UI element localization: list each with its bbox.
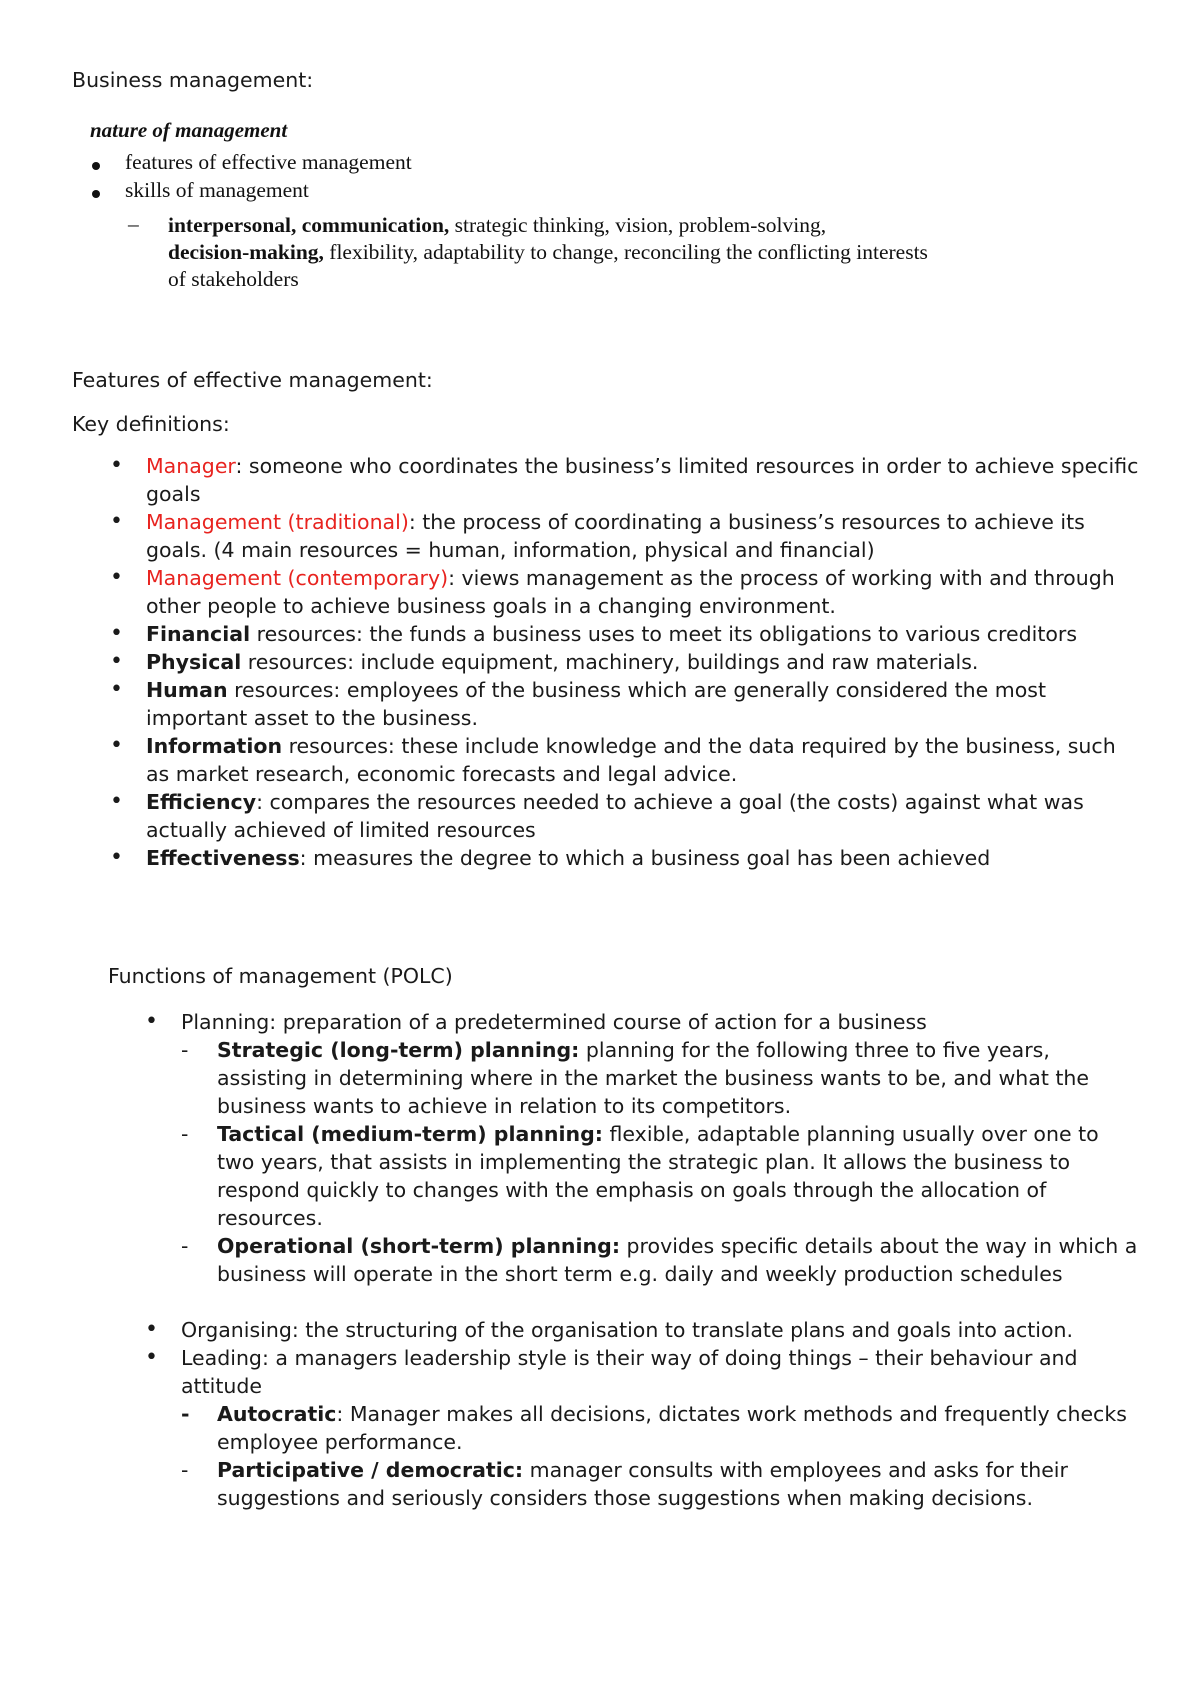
leading-sublist [181, 1400, 1140, 1512]
definition-term: Management (traditional) [146, 510, 409, 534]
skills-bold: decision-making, [168, 240, 324, 264]
definition-term: Information [146, 734, 283, 758]
definition-text: : someone who coordinates the business’s limited resources in order to achieve specific goals [146, 454, 1139, 506]
definition-item [110, 452, 1140, 508]
definition-item [110, 620, 1140, 648]
sub-text: manager consults with employees and asks for their suggestions and seriously considers those suggestions when making decisions. [217, 1458, 1068, 1510]
sub-text: provides specific details about the way in which a business will operate in the short term e.g. daily and weekly production schedules [217, 1234, 1138, 1286]
function-text: Organising: the structuring of the organisation to translate plans and goals into action. [181, 1318, 1074, 1342]
definition-term: Physical [146, 650, 242, 674]
planning-sub-item [181, 1120, 1140, 1232]
leading-sub-item [181, 1456, 1140, 1512]
functions-list [145, 1008, 1140, 1512]
definition-term: Financial [146, 622, 251, 646]
scan-title: nature of management [90, 118, 288, 142]
definition-text: resources: these include knowledge and the data required by the business, such as market research, economic forecasts and legal advice. [146, 734, 1116, 786]
function-item-planning [145, 1008, 1140, 1288]
functions-heading: Functions of management (POLC) [108, 964, 453, 988]
planning-sublist [181, 1036, 1140, 1288]
dash-icon: – [128, 212, 139, 236]
definition-term: Management (contemporary) [146, 566, 449, 590]
sub-text: flexible, adaptable planning usually over one to two years, that assists in implementing the strategic plan. It allows the business to respond quickly to changes with the emphasis on goals through the allocation of resources. [217, 1122, 1099, 1230]
definition-item [110, 648, 1140, 676]
key-definitions-heading: Key definitions: [72, 412, 230, 436]
skills-text: strategic thinking, vision, problem-solving, [449, 213, 827, 237]
function-item-organising [145, 1316, 1140, 1344]
definition-item [110, 788, 1140, 844]
sub-term: Strategic (long-term) planning: [217, 1038, 580, 1062]
sub-term: Tactical (medium-term) planning: [217, 1122, 603, 1146]
function-text: Leading: a managers leadership style is their way of doing things – their behaviour and attitude [181, 1346, 1078, 1398]
skills-text: flexibility, adaptability to change, reconciling the conflicting interests of stakeholders [168, 240, 928, 291]
definition-term: Efficiency [146, 790, 257, 814]
sub-term: Participative / democratic: [217, 1458, 524, 1482]
definition-item [110, 564, 1140, 620]
definition-text: : compares the resources needed to achieve a goal (the costs) against what was actually achieved of limited resources [146, 790, 1084, 842]
definition-text: : the process of coordinating a business’s resources to achieve its goals. (4 main resources = human, information, physical and financial) [146, 510, 1085, 562]
scan-bullet-text: skills of management [125, 178, 309, 202]
sub-text: : Manager makes all decisions, dictates work methods and frequently checks employee performance. [217, 1402, 1127, 1454]
definition-text: resources: the funds a business uses to meet its obligations to various creditors [250, 622, 1078, 646]
definition-text: resources: employees of the business which are generally considered the most important asset to the business. [146, 678, 1046, 730]
function-item-leading [145, 1344, 1140, 1512]
definition-text: resources: include equipment, machinery, buildings and raw materials. [241, 650, 979, 674]
features-heading: Features of effective management: [72, 368, 433, 392]
definitions-list [110, 452, 1140, 872]
page-title: Business management: [72, 68, 314, 92]
skills-bold: interpersonal, communication, [168, 213, 450, 237]
definition-term: Manager [146, 454, 236, 478]
definition-item [110, 732, 1140, 788]
definition-item [110, 508, 1140, 564]
function-text: Planning: preparation of a predetermined course of action for a business [181, 1010, 927, 1034]
scan-bullet-text: features of effective management [125, 150, 412, 174]
definition-text: : measures the degree to which a business goal has been achieved [299, 846, 991, 870]
sub-term: Autocratic [217, 1402, 337, 1426]
sub-term: Operational (short-term) planning: [217, 1234, 621, 1258]
planning-sub-item [181, 1036, 1140, 1120]
definition-term: Effectiveness [146, 846, 300, 870]
leading-sub-item [181, 1400, 1140, 1456]
scanned-excerpt [90, 112, 930, 302]
planning-sub-item [181, 1232, 1140, 1288]
bullet-icon [92, 162, 100, 170]
definition-term: Human [146, 678, 228, 702]
bullet-icon [92, 190, 100, 198]
sub-text: planning for the following three to five years, assisting in determining where in the market the business wants to be, and what the business wants to achieve in relation to its competitors. [217, 1038, 1090, 1118]
definition-text: : views management as the process of working with and through other people to achieve business goals in a changing environment. [146, 566, 1115, 618]
definition-item [110, 844, 1140, 872]
scan-skills-text [168, 212, 928, 293]
definition-item [110, 676, 1140, 732]
